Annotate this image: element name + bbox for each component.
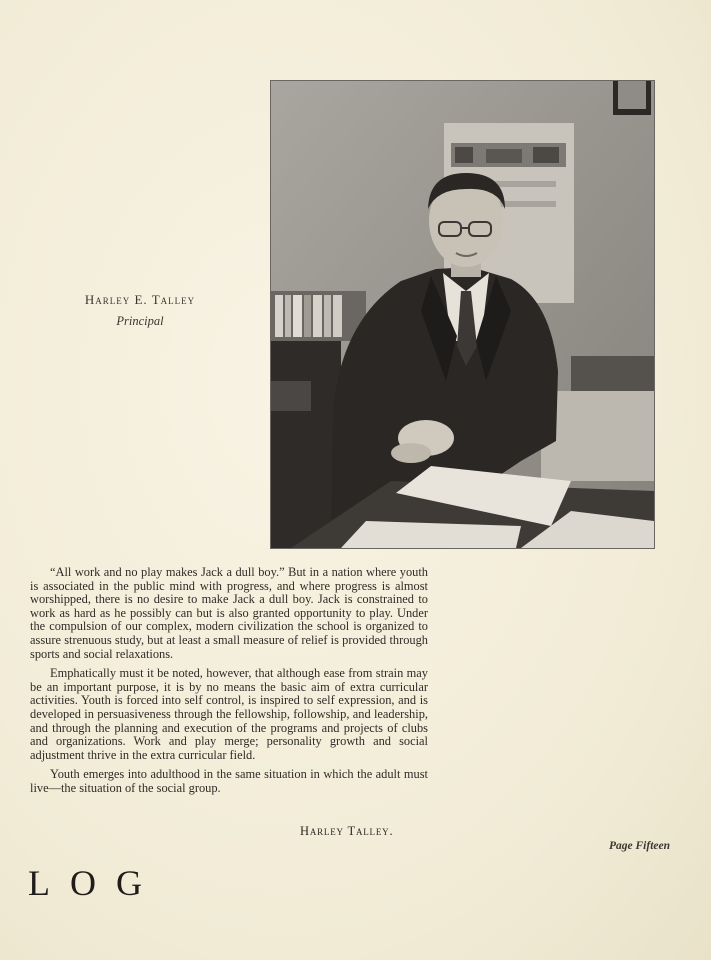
portrait-photo — [271, 81, 654, 548]
message-paragraph-1: “All work and no play makes Jack a dull boy.” But in a nation where youth is associated in the public mind with progress, and where progress is almost worshipped, there is no desire to make Jack a dull boy. Jack is constrained to work as hard as he possibly can but is also granted opportunity to play. Under the compulsion of our complex, modern civilization the school is organized to assure strenuous study, but at least a small measure of relief is provided through sports and social relaxations. — [30, 565, 428, 661]
page-number: Page Fifteen — [609, 840, 670, 852]
photo-caption — [60, 292, 220, 329]
message-paragraph-3: Youth emerges into adulthood in the same situation in which the adult must live—the situation of the social group. — [30, 767, 428, 795]
principal-title: Principal — [116, 314, 164, 328]
yearbook-logo: LOG — [28, 863, 162, 903]
signature: Harley Talley. — [300, 824, 394, 838]
principal-name: Harley E. Talley — [84, 292, 196, 307]
portrait-photo-icon — [271, 81, 654, 548]
principal-message — [30, 566, 428, 802]
message-paragraph-2: Emphatically must it be noted, however, that although ease from strain may be an important purpose, it is by no means the basic aim of extra curricular activities. Youth is forced into self control, is inspired to self expression, and is developed in persuasiveness through the fellowship, followship, and leadership, and through the planning and execution of the programs and projects of clubs and organizations. Work and play merge; personality growth and social adjustment thrive in the extra curricular field. — [30, 666, 428, 762]
